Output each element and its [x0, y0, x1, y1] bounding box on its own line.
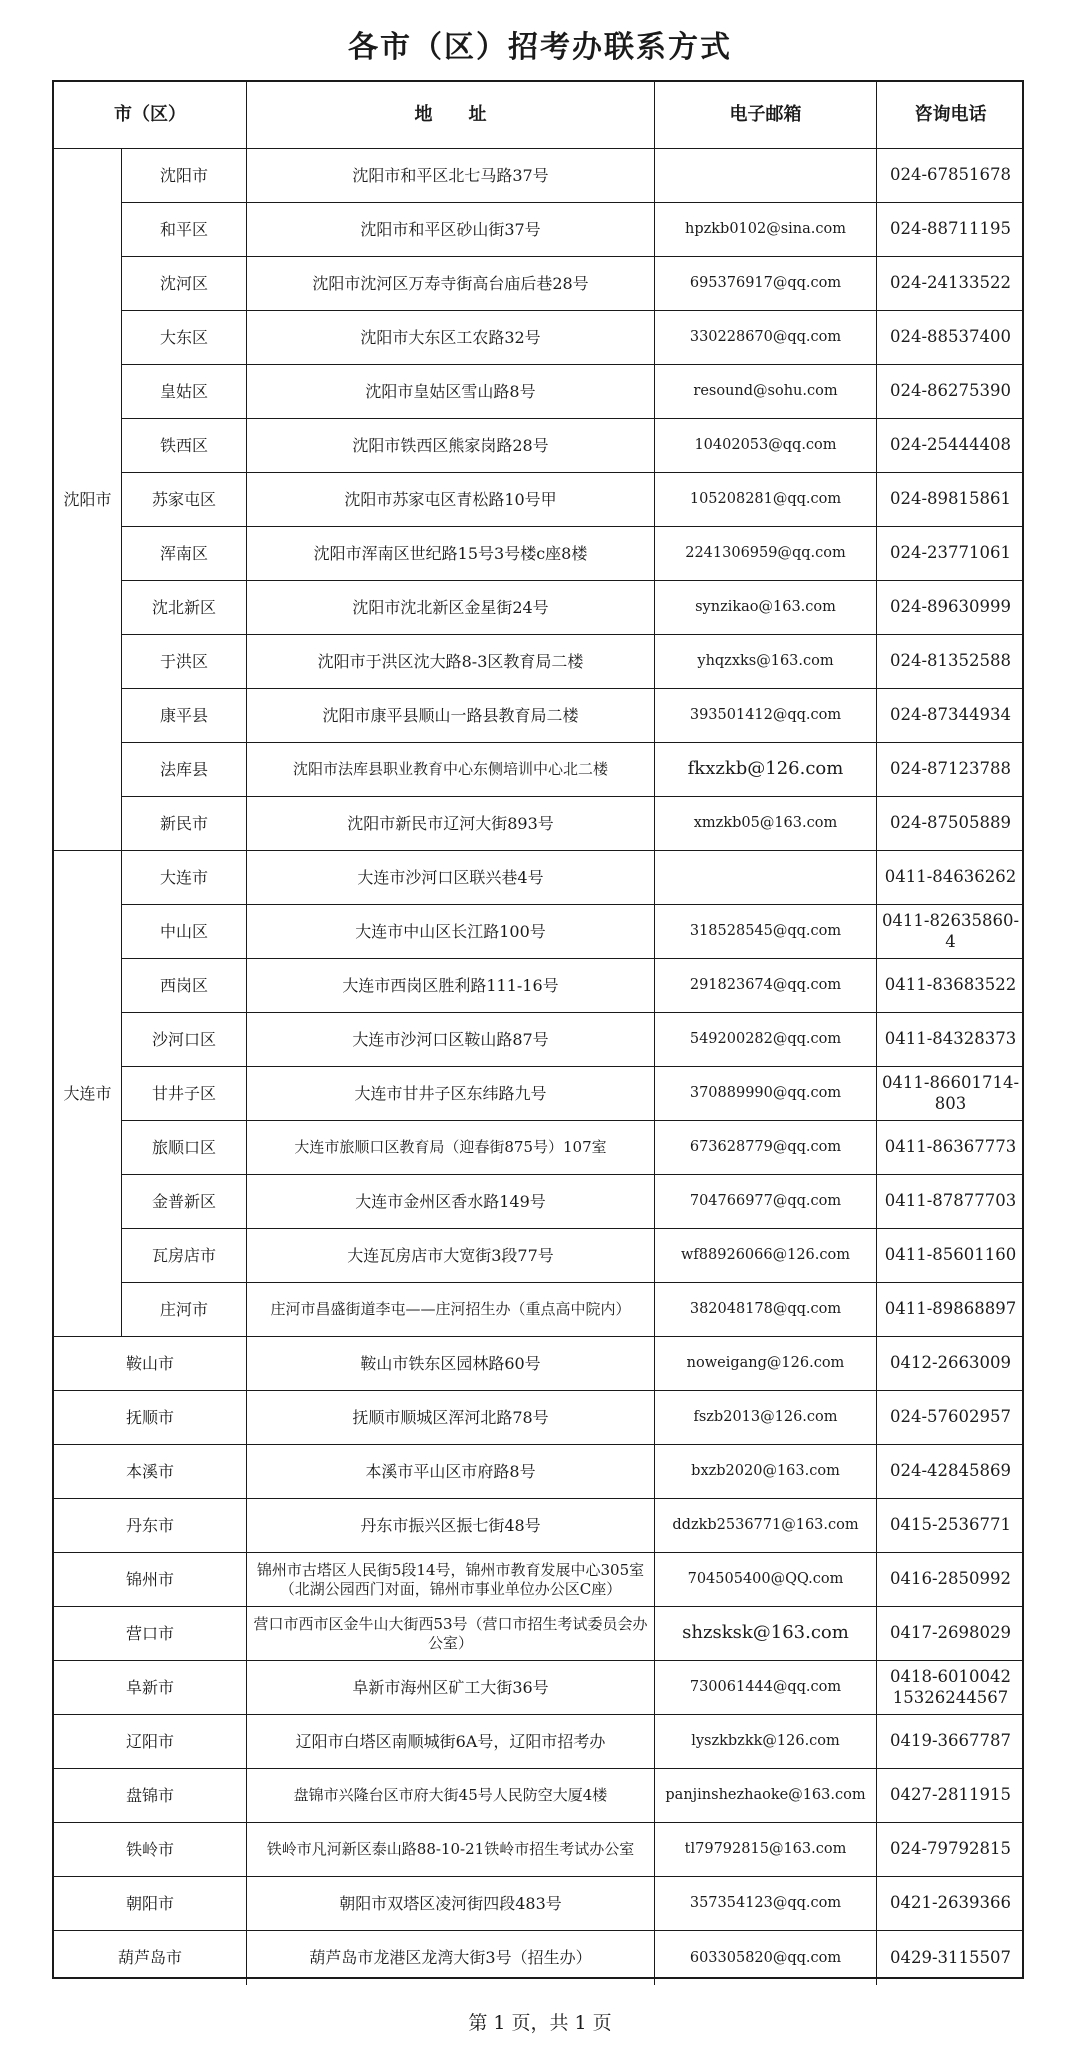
- district-cell: 中山区: [122, 905, 247, 959]
- city-cell: 鞍山市: [54, 1337, 247, 1391]
- phone-cell: 0416-2850992: [877, 1553, 1024, 1607]
- email-cell: 318528545@qq.com: [655, 905, 877, 959]
- email-cell: xmzkb05@163.com: [655, 797, 877, 851]
- city-cell: 葫芦岛市: [54, 1931, 247, 1985]
- address-cell: 沈阳市苏家屯区青松路10号甲: [247, 473, 655, 527]
- email-cell: 673628779@qq.com: [655, 1121, 877, 1175]
- email-cell: lyszkbzkk@126.com: [655, 1715, 877, 1769]
- email-cell: bxzb2020@163.com: [655, 1445, 877, 1499]
- district-cell: 沙河口区: [122, 1013, 247, 1067]
- district-cell: 瓦房店市: [122, 1229, 247, 1283]
- address-cell: 沈阳市和平区北七马路37号: [247, 149, 655, 203]
- address-cell: 沈阳市浑南区世纪路15号3号楼c座8楼: [247, 527, 655, 581]
- address-cell: 大连瓦房店市大宽街3段77号: [247, 1229, 655, 1283]
- phone-cell: 024-81352588: [877, 635, 1024, 689]
- email-cell: 549200282@qq.com: [655, 1013, 877, 1067]
- district-cell: 苏家屯区: [122, 473, 247, 527]
- address-cell: 沈阳市沈河区万寿寺街高台庙后巷28号: [247, 257, 655, 311]
- address-cell: 本溪市平山区市府路8号: [247, 1445, 655, 1499]
- address-cell: 庄河市昌盛街道李屯——庄河招生办（重点高中院内）: [247, 1283, 655, 1337]
- district-cell: 甘井子区: [122, 1067, 247, 1121]
- city-cell: 抚顺市: [54, 1391, 247, 1445]
- email-cell: 10402053@qq.com: [655, 419, 877, 473]
- address-cell: 抚顺市顺城区浑河北路78号: [247, 1391, 655, 1445]
- group-city-cell: 沈阳市: [54, 149, 122, 851]
- address-cell: 沈阳市新民市辽河大街893号: [247, 797, 655, 851]
- address-cell: 葫芦岛市龙港区龙湾大街3号（招生办）: [247, 1931, 655, 1985]
- address-cell: 鞍山市铁东区园林路60号: [247, 1337, 655, 1391]
- phone-cell: 024-86275390: [877, 365, 1024, 419]
- phone-cell: 0411-89868897: [877, 1283, 1024, 1337]
- header-phone: 咨询电话: [877, 82, 1024, 149]
- address-cell: 沈阳市和平区砂山街37号: [247, 203, 655, 257]
- address-cell: 大连市金州区香水路149号: [247, 1175, 655, 1229]
- email-cell: 603305820@qq.com: [655, 1931, 877, 1985]
- phone-cell: 0411-84636262: [877, 851, 1024, 905]
- phone-cell: 024-88711195: [877, 203, 1024, 257]
- city-cell: 营口市: [54, 1607, 247, 1661]
- header-city: 市（区）: [54, 82, 247, 149]
- group-city-cell: 大连市: [54, 851, 122, 1337]
- email-cell: 370889990@qq.com: [655, 1067, 877, 1121]
- phone-cell: 0415-2536771: [877, 1499, 1024, 1553]
- email-cell: 291823674@qq.com: [655, 959, 877, 1013]
- city-cell: 朝阳市: [54, 1877, 247, 1931]
- phone-cell: 024-25444408: [877, 419, 1024, 473]
- address-cell: 沈阳市皇姑区雪山路8号: [247, 365, 655, 419]
- district-cell: 金普新区: [122, 1175, 247, 1229]
- phone-cell: 0429-3115507: [889, 1947, 1012, 1967]
- phone-cell: 0411-85601160: [877, 1229, 1024, 1283]
- city-cell: 本溪市: [54, 1445, 247, 1499]
- district-cell: 浑南区: [122, 527, 247, 581]
- phone-cell: 024-88537400: [877, 311, 1024, 365]
- address-cell: 丹东市振兴区振七街48号: [247, 1499, 655, 1553]
- address-cell: 大连市中山区长江路100号: [247, 905, 655, 959]
- address-cell: 铁岭市凡河新区泰山路88-10-21铁岭市招生考试办公室: [247, 1823, 655, 1877]
- city-cell: 阜新市: [54, 1661, 247, 1715]
- email-cell: fkxzkb@126.com: [655, 743, 877, 797]
- phone-cell: 0411-84328373: [877, 1013, 1024, 1067]
- address-cell: 沈阳市康平县顺山一路县教育局二楼: [247, 689, 655, 743]
- email-cell: 357354123@qq.com: [655, 1877, 877, 1931]
- district-cell: 康平县: [122, 689, 247, 743]
- address-cell: 营口市西市区金牛山大街西53号（营口市招生考试委员会办公室）: [247, 1607, 655, 1661]
- phone-cell: 024-42845869: [877, 1445, 1024, 1499]
- email-cell: tl79792815@163.com: [655, 1823, 877, 1877]
- phone-cell: 024-57602957: [877, 1391, 1024, 1445]
- district-cell: 法库县: [122, 743, 247, 797]
- city-cell: 盘锦市: [54, 1769, 247, 1823]
- email-cell: ddzkb2536771@163.com: [655, 1499, 877, 1553]
- phone-cell: 0411-86601714-803: [877, 1067, 1024, 1121]
- address-cell: 朝阳市双塔区凌河街四段483号: [247, 1877, 655, 1931]
- email-cell: panjinshezhaoke@163.com: [655, 1769, 877, 1823]
- phone-cell: 0411-83683522: [877, 959, 1024, 1013]
- address-cell: 大连市甘井子区东纬路九号: [247, 1067, 655, 1121]
- phone-cell: 024-87344934: [877, 689, 1024, 743]
- email-cell: shzsksk@163.com: [655, 1607, 877, 1661]
- phone-cell: 0417-2698029: [877, 1607, 1024, 1661]
- email-cell: noweigang@126.com: [655, 1337, 877, 1391]
- district-cell: 沈河区: [122, 257, 247, 311]
- page-footer: 第 1 页，共 1 页: [468, 2012, 612, 2034]
- email-cell: 105208281@qq.com: [655, 473, 877, 527]
- district-cell: 大连市: [122, 851, 247, 905]
- email-cell: 2241306959@qq.com: [655, 527, 877, 581]
- contact-table: [52, 80, 1024, 1979]
- email-cell: synzikao@163.com: [655, 581, 877, 635]
- district-cell: 庄河市: [122, 1283, 247, 1337]
- phone-cell: 024-89815861: [877, 473, 1024, 527]
- district-cell: 和平区: [122, 203, 247, 257]
- email-cell: hpzkb0102@sina.com: [655, 203, 877, 257]
- address-cell: 沈阳市法库县职业教育中心东侧培训中心北二楼: [247, 743, 655, 797]
- city-cell: 辽阳市: [54, 1715, 247, 1769]
- district-cell: 沈阳市: [122, 149, 247, 203]
- district-cell: 于洪区: [122, 635, 247, 689]
- email-cell: wf88926066@126.com: [655, 1229, 877, 1283]
- phone-cell: 0412-2663009: [877, 1337, 1024, 1391]
- city-cell: 锦州市: [54, 1553, 247, 1607]
- city-cell: 丹东市: [54, 1499, 247, 1553]
- address-cell: 沈阳市沈北新区金星街24号: [247, 581, 655, 635]
- phone-cell: 024-87505889: [877, 797, 1024, 851]
- email-cell: resound@sohu.com: [655, 365, 877, 419]
- district-cell: 铁西区: [122, 419, 247, 473]
- header-address: 地 址: [247, 82, 655, 149]
- email-cell: 730061444@qq.com: [655, 1661, 877, 1715]
- phone-cell: 024-87123788: [877, 743, 1024, 797]
- phone-cell: 0427-2811915: [877, 1769, 1024, 1823]
- phone-cell: 0421-2639366: [877, 1877, 1024, 1931]
- address-cell: 沈阳市于洪区沈大路8-3区教育局二楼: [247, 635, 655, 689]
- email-cell: [655, 851, 877, 905]
- address-cell: 盘锦市兴隆台区市府大街45号人民防空大厦4楼: [247, 1769, 655, 1823]
- district-cell: 旅顺口区: [122, 1121, 247, 1175]
- address-cell: 大连市沙河口区鞍山路87号: [247, 1013, 655, 1067]
- phone-cell: 024-23771061: [877, 527, 1024, 581]
- district-cell: 沈北新区: [122, 581, 247, 635]
- email-cell: 330228670@qq.com: [655, 311, 877, 365]
- email-cell: 695376917@qq.com: [655, 257, 877, 311]
- address-cell: 大连市旅顺口区教育局（迎春街875号）107室: [247, 1121, 655, 1175]
- email-cell: 382048178@qq.com: [655, 1283, 877, 1337]
- phone-cell: 024-24133522: [877, 257, 1024, 311]
- address-cell: 沈阳市大东区工农路32号: [247, 311, 655, 365]
- page-title: 各市（区）招考办联系方式: [348, 30, 732, 65]
- district-cell: 西岗区: [122, 959, 247, 1013]
- email-cell: 704505400@QQ.com: [655, 1553, 877, 1607]
- address-cell: 阜新市海州区矿工大街36号: [247, 1661, 655, 1715]
- phone-cell: 0419-3667787: [877, 1715, 1024, 1769]
- district-cell: 大东区: [122, 311, 247, 365]
- address-cell: 锦州市古塔区人民街5段14号，锦州市教育发展中心305室（北湖公园西门对面，锦州市事业单位办公区C座）: [247, 1553, 655, 1607]
- phone-cell: 024-79792815: [877, 1823, 1024, 1877]
- phone-cell: 024-89630999: [877, 581, 1024, 635]
- address-cell: 辽阳市白塔区南顺城街6A号，辽阳市招考办: [247, 1715, 655, 1769]
- email-cell: fszb2013@126.com: [655, 1391, 877, 1445]
- phone-cell: 0411-86367773: [877, 1121, 1024, 1175]
- district-cell: 皇姑区: [122, 365, 247, 419]
- email-cell: 393501412@qq.com: [655, 689, 877, 743]
- phone-cell: 024-67851678: [877, 149, 1024, 203]
- email-cell: yhqzxks@163.com: [655, 635, 877, 689]
- email-cell: 704766977@qq.com: [655, 1175, 877, 1229]
- address-cell: 大连市西岗区胜利路111-16号: [247, 959, 655, 1013]
- phone-cell: 0411-82635860-4: [877, 905, 1024, 959]
- phone-cell: 0411-87877703: [877, 1175, 1024, 1229]
- city-cell: 铁岭市: [54, 1823, 247, 1877]
- district-cell: 新民市: [122, 797, 247, 851]
- header-email: 电子邮箱: [655, 82, 877, 149]
- address-cell: 大连市沙河口区联兴巷4号: [247, 851, 655, 905]
- email-cell: [655, 149, 877, 203]
- phone-cell: 0418-6010042 15326244567: [877, 1661, 1024, 1715]
- address-cell: 沈阳市铁西区熊家岗路28号: [247, 419, 655, 473]
